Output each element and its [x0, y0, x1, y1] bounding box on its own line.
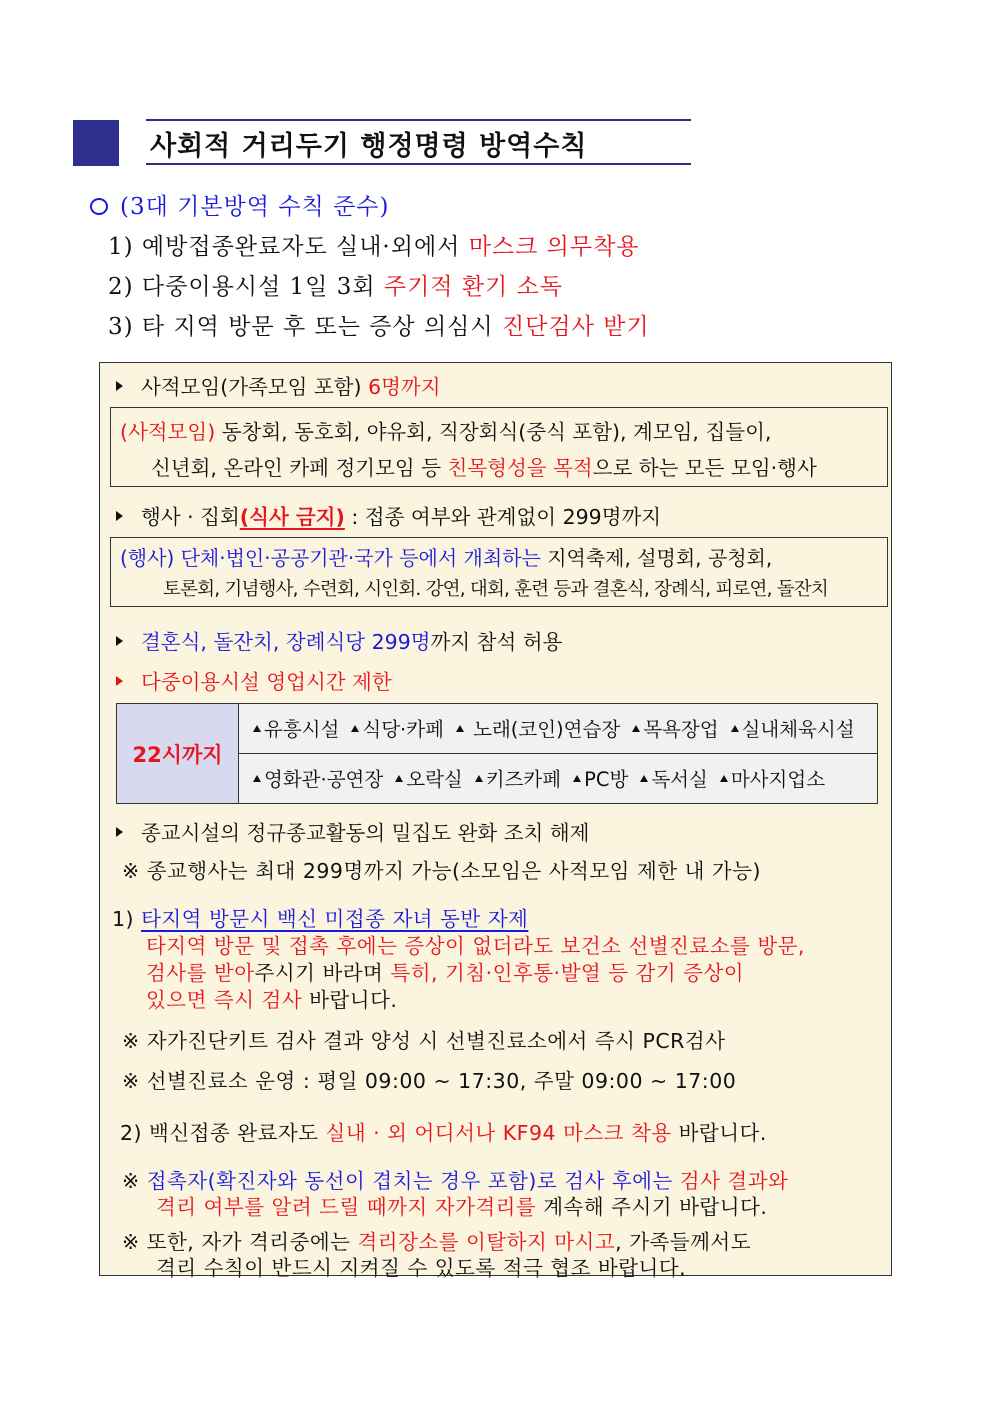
triangle-up-icon — [395, 775, 403, 782]
facility-item — [640, 764, 708, 792]
facility-item — [351, 714, 444, 742]
isolation-note-line2: 격리 수칙이 반드시 지켜질 수 있도록 적극 협조 바랍니다. — [156, 1256, 687, 1280]
basic-rule-2 — [108, 268, 563, 301]
private-gathering-box-line2 — [151, 451, 817, 481]
private-gathering-limit: 6명까지 — [368, 375, 441, 399]
facility-label: 오락실 — [406, 768, 463, 792]
facility-label: PC방 — [584, 768, 629, 792]
triangle-up-icon — [456, 725, 464, 732]
private-gathering-line2-prefix: 신년회, 온라인 카페 정기모임 등 — [151, 456, 448, 480]
basic-rule-1-text: 1) 예방접종완료자도 실내·외에서 — [108, 234, 469, 260]
facility-label: 키즈카페 — [485, 768, 562, 792]
events-item — [116, 500, 661, 530]
notice1-line1: 타지역 방문 및 접촉 후에는 증상이 없더라도 보건소 선별진료소를 방문, — [146, 934, 805, 958]
events-box-line1 — [120, 542, 772, 571]
notice1-heading: 타지역 방문시 백신 미접종 자녀 동반 자제 — [141, 907, 529, 931]
facility-label: 목욕장업 — [643, 718, 719, 742]
triangle-up-icon — [640, 775, 648, 782]
religion-label: 종교시설의 정규종교활동의 밀집도 완화 조치 해제 — [141, 821, 590, 845]
facility-item — [632, 714, 718, 742]
circle-bullet-icon — [90, 198, 108, 215]
title-square-icon — [73, 120, 119, 166]
facility-item — [253, 714, 339, 742]
triangle-up-icon — [573, 775, 581, 782]
contact-note-line2 — [156, 1190, 767, 1220]
religion-note: ※ 종교행사는 최대 299명까지 가능(소모임은 사적모임 제한 내 가능) — [122, 859, 762, 883]
facility-item — [395, 764, 463, 792]
facility-hours-table — [116, 703, 878, 804]
facility-label: 유흥시설 — [264, 718, 340, 742]
page-title: 사회적 거리두기 행정명령 방역수칙 — [150, 131, 588, 162]
facility-item — [253, 764, 383, 792]
events-suffix: : 접종 여부와 관계없이 299명까지 — [344, 505, 662, 529]
events-box-line2: 토론회, 기념행사, 수련회, 시인회. 강연, 대회, 훈련 등과 결혼식, 장례식, 피로연, 돌잔치 — [163, 579, 828, 600]
private-gathering-line2-suffix: 으로 하는 모든 모임·행사 — [592, 456, 817, 480]
contact-note-red1: 검사 결과와 — [679, 1169, 789, 1193]
notice1-line2 — [146, 956, 744, 986]
notice2-prefix: 2) 백신접종 완료자도 — [120, 1121, 326, 1145]
isolation-note-red: 격리장소를 이탈하지 마시고 — [357, 1230, 616, 1254]
contact-note-blue: 접촉자(확진자와 동선이 겹치는 경우 포함)로 검사 후에는 — [146, 1169, 680, 1193]
basic-rule-1 — [108, 228, 640, 261]
notice1-line3 — [146, 983, 397, 1013]
facility-item — [456, 714, 620, 742]
notice1-line2-black: 주시기 바라며 — [254, 961, 391, 985]
facility-item — [731, 714, 855, 742]
private-gathering-item — [116, 370, 441, 400]
notice1-line2-red2: 특히, 기침·인후통·발열 등 감기 증상이 — [390, 961, 745, 985]
private-gathering-line1: 동창회, 동호회, 야유회, 직장회식(중식 포함), 계모임, 집들이, — [215, 420, 772, 444]
notice2-line — [120, 1116, 767, 1146]
triangle-bullet-icon — [116, 511, 123, 521]
time-limit-cell: 22시까지 — [117, 704, 239, 803]
isolation-note-suffix: , 가족들께서도 — [615, 1230, 752, 1254]
triangle-up-icon — [253, 725, 261, 732]
basic-rule-2-text: 2) 다중이용시설 1일 3회 — [108, 274, 384, 300]
triangle-bullet-icon — [116, 381, 123, 391]
triangle-bullet-icon — [116, 636, 123, 646]
private-gathering-box-line1 — [120, 415, 771, 445]
title-top-rule — [146, 119, 691, 121]
triangle-up-icon — [720, 775, 728, 782]
kit-note: ※ 자가진단키트 검사 결과 양성 시 선별진료소에서 즉시 PCR검사 — [122, 1029, 726, 1053]
business-hours-item — [116, 665, 392, 695]
events-tag: (행사) 단체·법인·공공기관·국가 등에서 개최하는 — [120, 546, 541, 570]
reference-mark: ※ — [122, 1169, 147, 1193]
isolation-note-prefix: ※ 또한, 자가 격리중에는 — [122, 1230, 358, 1254]
ceremonies-item — [116, 625, 562, 655]
notice1-heading-line — [112, 902, 528, 932]
notice1-line3-black: 바랍니다. — [302, 988, 398, 1012]
facility-label: 식당·카페 — [362, 718, 444, 742]
basic-rule-3 — [108, 308, 650, 341]
title-bottom-rule — [146, 163, 691, 165]
notice2-highlight: 실내 · 외 어디서나 KF94 마스크 착용 — [325, 1121, 672, 1145]
facility-label: 실내체육시설 — [741, 718, 855, 742]
religion-item — [116, 816, 589, 846]
facility-item — [475, 764, 561, 792]
basic-rule-1-highlight: 마스크 의무착용 — [468, 234, 640, 260]
notice1-number: 1) — [112, 907, 135, 931]
notice2-suffix: 바랍니다. — [671, 1121, 767, 1145]
business-hours-label: 다중이용시설 영업시간 제한 — [141, 670, 392, 694]
facility-row-2 — [239, 754, 877, 804]
events-line1-suffix: 지역축제, 설명회, 공청회, — [540, 546, 773, 570]
basic-rules-heading — [90, 188, 389, 221]
facility-label: 마사지업소 — [730, 768, 826, 792]
notice1-line3-red: 있으면 즉시 검사 — [146, 988, 303, 1012]
notice1-line2-red1: 검사를 받아 — [146, 961, 255, 985]
ceremonies-suffix: 까지 참석 허용 — [430, 630, 563, 654]
events-label: 행사 · 집회 — [141, 505, 240, 529]
triangle-up-icon — [475, 775, 483, 782]
basic-rule-3-highlight: 진단검사 받기 — [501, 314, 650, 340]
events-restriction: (식사 금지) — [239, 505, 345, 529]
triangle-bullet-icon — [116, 676, 123, 686]
ceremonies-highlight: 결혼식, 돌잔치, 장례식당 299명 — [141, 630, 431, 654]
contact-note-red2: 격리 여부를 알려 드릴 때까지 자가격리를 — [156, 1195, 537, 1219]
contact-note-black: 계속해 주시기 바랍니다. — [536, 1195, 768, 1219]
triangle-up-icon — [253, 775, 261, 782]
facility-row-1 — [239, 704, 877, 754]
triangle-bullet-icon — [116, 827, 123, 837]
triangle-up-icon — [351, 725, 359, 732]
facility-label: 영화관·공연장 — [264, 768, 384, 792]
triangle-up-icon — [731, 725, 739, 732]
basic-rules-heading-text: (3대 기본방역 수칙 준수) — [120, 194, 390, 220]
private-gathering-line2-highlight: 친목형성을 목적 — [447, 456, 593, 480]
facility-label: 노래(코인)연습장 — [466, 718, 621, 742]
facility-label: 독서실 — [651, 768, 708, 792]
triangle-up-icon — [632, 725, 640, 732]
basic-rule-2-highlight: 주기적 환기 소독 — [383, 274, 564, 300]
clinic-hours-note: ※ 선별진료소 운영 : 평일 09:00 ~ 17:30, 주말 09:00 ~ 17:00 — [122, 1069, 737, 1093]
facility-item — [573, 764, 628, 792]
basic-rule-3-text: 3) 타 지역 방문 후 또는 증상 의심시 — [108, 314, 502, 340]
private-gathering-tag: (사적모임) — [120, 420, 216, 444]
facility-item — [720, 764, 825, 792]
private-gathering-label: 사적모임(가족모임 포함) — [141, 375, 369, 399]
